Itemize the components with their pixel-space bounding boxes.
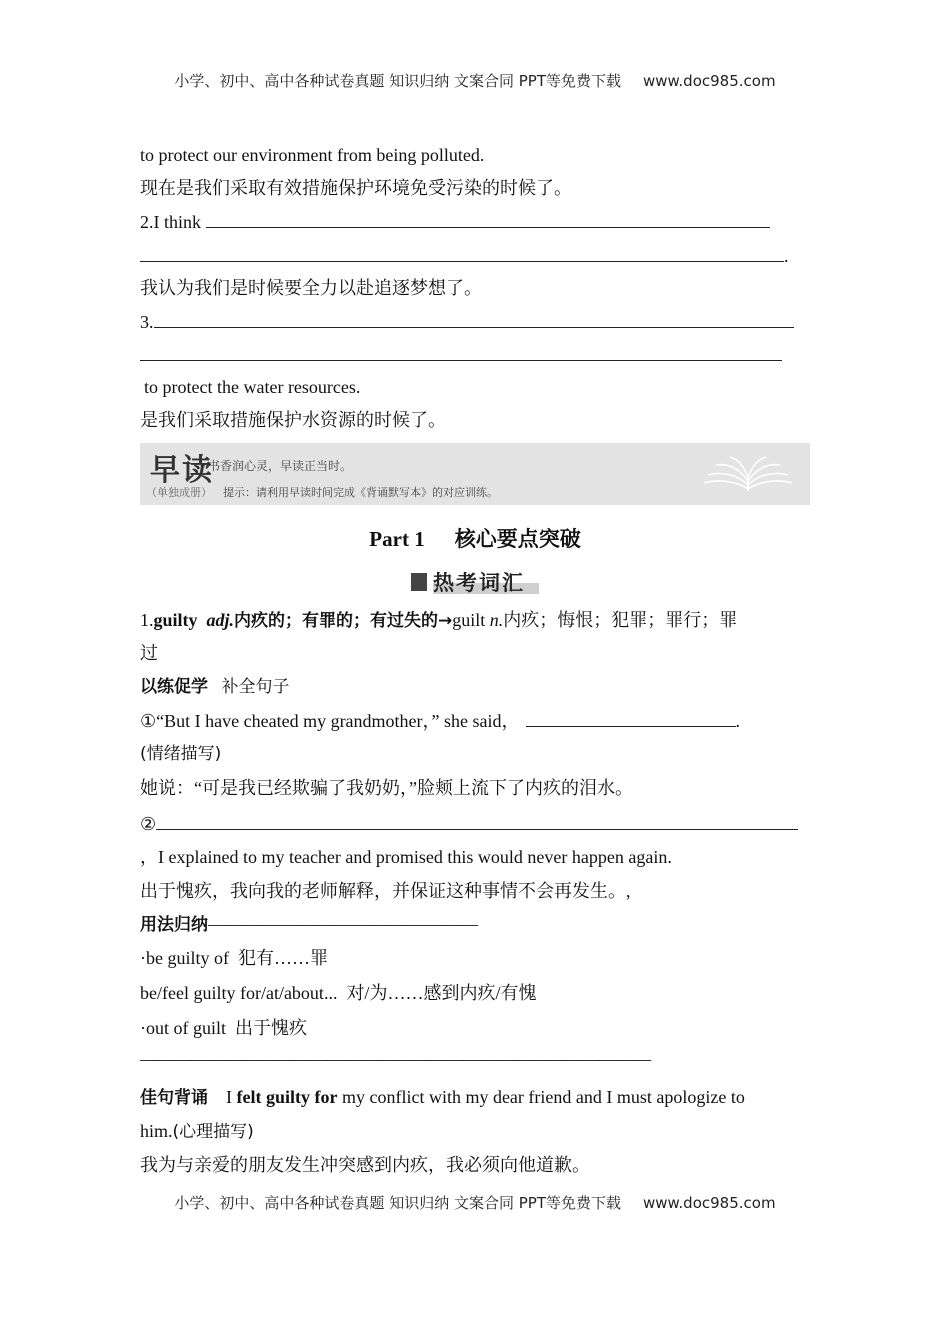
vocab-meaning: 内疚的；有罪的；有过失的→	[234, 611, 453, 631]
section-title: 热考词汇	[433, 571, 525, 595]
usage-dashes: ———————————————	[208, 914, 478, 934]
sentence-1	[140, 708, 740, 733]
question-3	[140, 309, 794, 334]
model-note: (心理描写)	[172, 1122, 254, 1142]
part-label: Part 1	[369, 527, 425, 551]
section-heading	[411, 567, 541, 595]
sentence-1-note: (情绪描写)	[140, 744, 222, 764]
footer-text: 小学、初中、高中各种试卷真题 知识归纳 文案合同 PPT等免费下载	[174, 1194, 621, 1212]
sentence-2	[140, 811, 798, 836]
model-cont: him.	[140, 1121, 173, 1141]
usage-heading	[140, 912, 478, 937]
question-2-prefix: 2.I think	[140, 212, 201, 232]
usage-item-1-en: ·be guilty of	[140, 948, 229, 968]
usage-item-1-cn: 犯有……罪	[237, 948, 328, 968]
vocab-entry	[140, 608, 737, 633]
banner-tip: 提示：请利用早读时间完成《背诵默写本》的对应训练。	[223, 486, 498, 499]
page-footer	[0, 1192, 950, 1213]
banner-sub: （单独成册）	[146, 486, 212, 499]
exercise-line-1-en: to protect our environment from being polluted.	[140, 145, 485, 165]
morning-reading-banner	[140, 443, 810, 505]
model-sentence	[140, 1085, 745, 1110]
answer-blank-3b[interactable]	[140, 342, 782, 361]
model-label: 佳句背诵	[140, 1088, 208, 1108]
sentence-1-end: .	[735, 711, 741, 731]
vocab-derived: guilt	[452, 610, 486, 630]
usage-item-1	[140, 946, 328, 970]
section-marker-icon	[411, 573, 427, 591]
sentence-1-text: ①“But I have cheated my grandmother，” she said，	[140, 711, 520, 731]
sentence-1-cn: 她说：“可是我已经欺骗了我奶奶，”脸颊上流下了内疚的泪水。	[140, 778, 633, 798]
model-pre: I	[226, 1087, 237, 1107]
question-2	[140, 209, 770, 234]
model-bold: felt guilty for	[236, 1087, 338, 1107]
vocab-number: 1.	[140, 610, 154, 630]
vocab-meaning-cont: 过	[140, 643, 158, 663]
answer-blank-3a[interactable]	[154, 309, 794, 328]
vocab-pos: adj.	[206, 610, 235, 630]
practice-line	[140, 674, 290, 699]
model-sentence-cont	[140, 1119, 254, 1144]
usage-item-2-cn: 对/为……感到内疚/有愧	[346, 983, 537, 1003]
question-3-line-2	[140, 342, 782, 367]
usage-item-2	[140, 981, 536, 1005]
part-title: 核心要点突破	[454, 527, 581, 551]
question-3-prefix: 3.	[140, 312, 154, 332]
answer-blank-s1[interactable]	[526, 708, 736, 727]
usage-label: 用法归纳	[140, 915, 208, 935]
sentence-2-en: ，I explained to my teacher and promised this would never happen again.	[140, 847, 672, 867]
header-text: 小学、初中、高中各种试卷真题 知识归纳 文案合同 PPT等免费下载	[174, 72, 621, 90]
question-2-line-2	[140, 243, 789, 268]
usage-item-3-cn: 出于愧疚	[235, 1018, 307, 1038]
sentence-2-cn: 出于愧疚，我向我的老师解释，并保证这种事情不会再发生。,	[140, 881, 631, 901]
question-2-end: .	[784, 246, 789, 266]
answer-blank-2a[interactable]	[206, 209, 770, 228]
answer-blank-s2[interactable]	[156, 811, 798, 830]
model-rest: my conflict with my dear friend and I must apologize to	[337, 1087, 745, 1107]
answer-blank-2b[interactable]	[140, 243, 784, 262]
usage-item-2-en: be/feel guilty for/at/about...	[140, 983, 338, 1003]
usage-item-3-en: ·out of guilt	[140, 1018, 226, 1038]
banner-motto: 书香润心灵，早读正当时。	[208, 459, 353, 473]
question-2-cn: 我认为我们是时候要全力以赴追逐梦想了。	[140, 278, 482, 298]
vocab-derived-pos: n.	[489, 610, 504, 630]
footer-site[interactable]: www.doc985.com	[642, 1194, 776, 1212]
vocab-word: guilty	[153, 610, 198, 630]
open-book-icon	[700, 455, 796, 495]
usage-rule: ——————————————————————————————	[140, 1049, 650, 1069]
banner-title: 早读	[150, 453, 214, 488]
vocab-derived-meaning: 内疚；悔恨；犯罪；罪行；罪	[503, 610, 738, 630]
usage-item-3	[140, 1016, 307, 1040]
sentence-2-prefix: ②	[140, 814, 157, 834]
practice-task: 补全句子	[221, 677, 290, 697]
model-sentence-cn: 我为与亲爱的朋友发生冲突感到内疚，我必须向他道歉。	[140, 1155, 590, 1175]
header-site[interactable]: www.doc985.com	[642, 72, 776, 90]
exercise-line-1-cn: 现在是我们采取有效措施保护环境免受污染的时候了。	[140, 178, 572, 198]
page-header	[0, 70, 950, 91]
question-3-en: to protect the water resources.	[144, 377, 361, 397]
part-heading	[0, 523, 950, 553]
question-3-cn: 是我们采取措施保护水资源的时候了。	[140, 410, 446, 430]
practice-label: 以练促学	[140, 677, 208, 697]
